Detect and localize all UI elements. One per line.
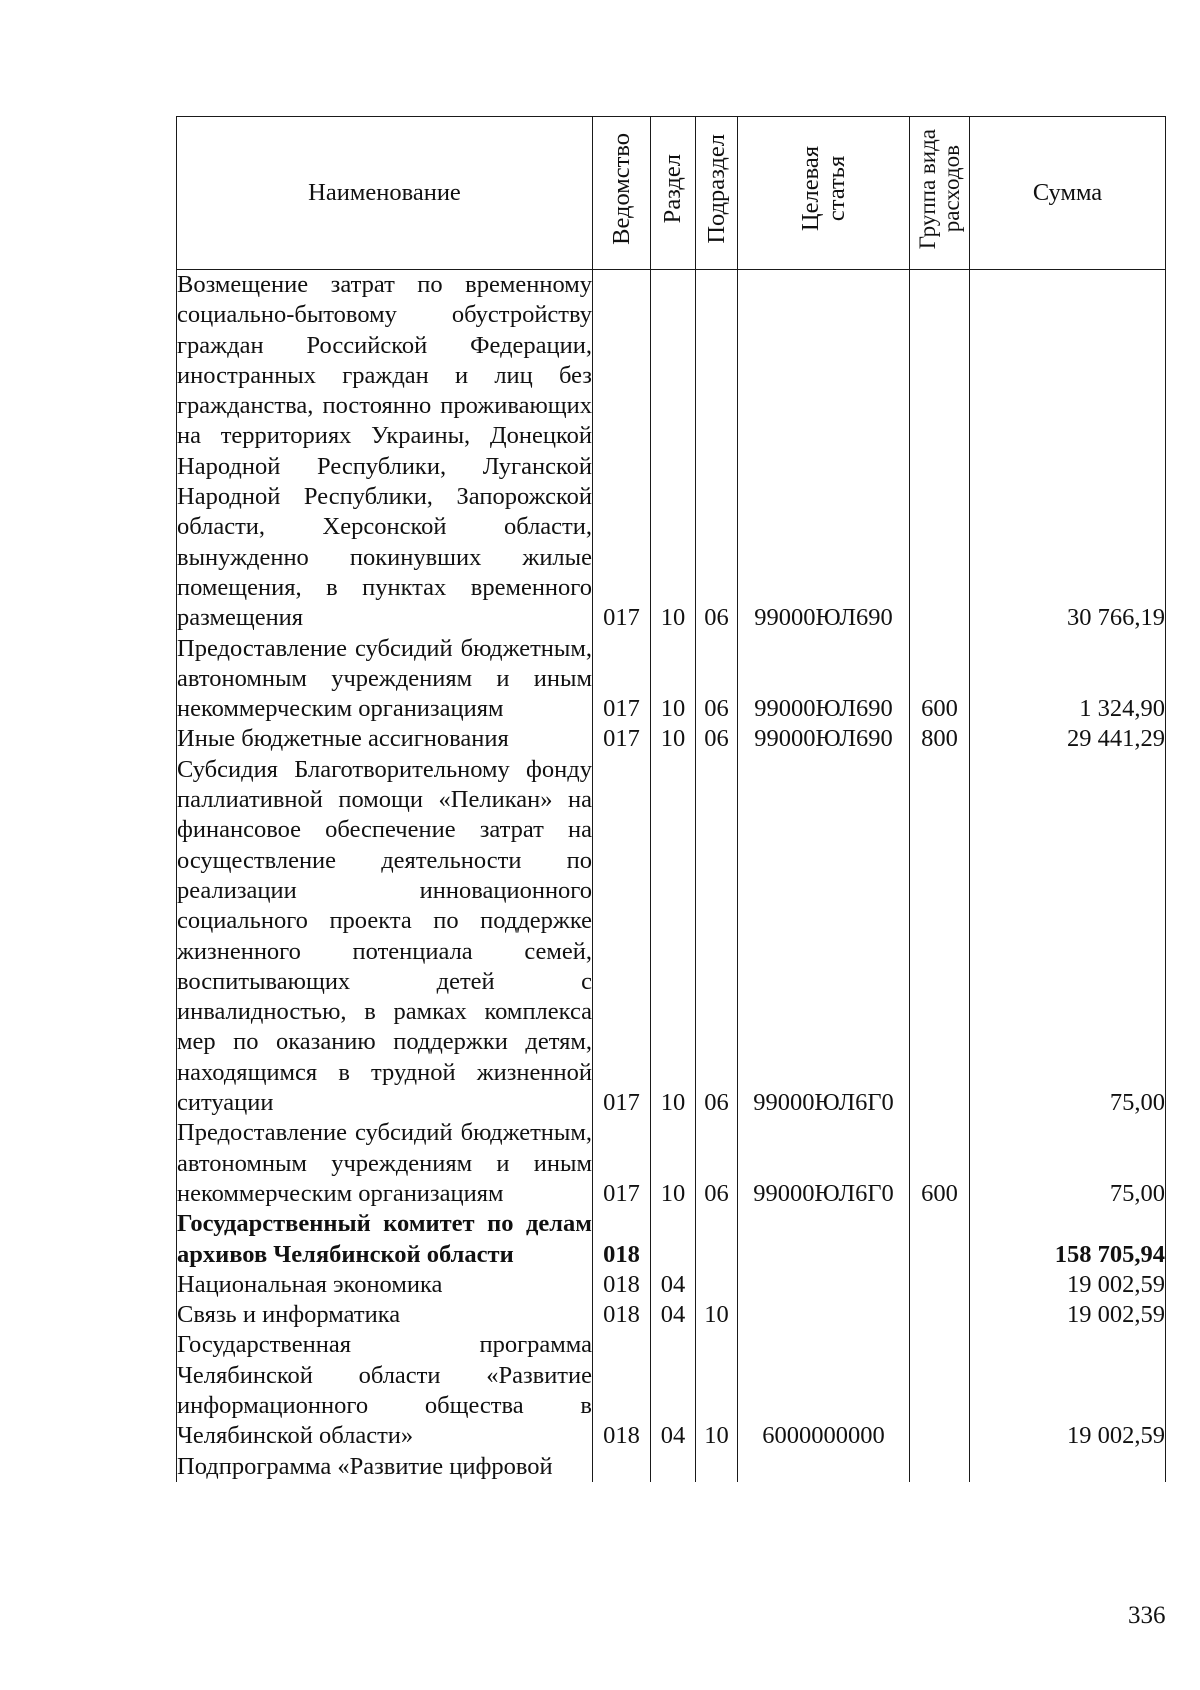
table-row bbox=[177, 1452, 1166, 1482]
row-vedomstvo bbox=[593, 1452, 651, 1482]
row-gruppa: 600 bbox=[910, 634, 970, 725]
row-podrazdel: 06 bbox=[696, 755, 738, 1119]
header-row bbox=[177, 117, 1166, 270]
header-vedomstvo: Ведомство bbox=[593, 117, 651, 270]
row-summa: 1 324,90 bbox=[970, 634, 1166, 725]
table-row bbox=[177, 1118, 1166, 1209]
header-name: Наименование bbox=[177, 117, 593, 270]
row-celevaya-statya: 99000ЮЛ690 bbox=[738, 634, 910, 725]
row-name: Государственный комитет по делам архивов Челябинской области bbox=[177, 1209, 593, 1270]
row-razdel: 10 bbox=[651, 755, 696, 1119]
row-podrazdel bbox=[696, 1209, 738, 1270]
row-podrazdel: 06 bbox=[696, 1118, 738, 1209]
row-name: Предоставление субсидий бюджетным, автономным учреждениям и иным некоммерческим организациям bbox=[177, 1118, 593, 1209]
row-gruppa bbox=[910, 1270, 970, 1300]
table-body bbox=[177, 270, 1166, 1482]
header-summa: Сумма bbox=[970, 117, 1166, 270]
row-summa: 19 002,59 bbox=[970, 1270, 1166, 1300]
table-row bbox=[177, 755, 1166, 1119]
row-celevaya-statya bbox=[738, 1452, 910, 1482]
row-name: Национальная экономика bbox=[177, 1270, 593, 1300]
row-razdel: 04 bbox=[651, 1300, 696, 1330]
row-celevaya-statya bbox=[738, 1300, 910, 1330]
row-name: Субсидия Благотворительному фонду паллиативной помощи «Пеликан» на финансовое обеспечение затрат на осуществление деятельности по реализации инновационного социального проекта по поддержке жизненного потенциала семей, воспитывающих детей с инвалидностью, в рамках комплекса мер по оказанию поддержки детям, находящимся в трудной жизненной ситуации bbox=[177, 755, 593, 1119]
row-vedomstvo: 017 bbox=[593, 724, 651, 754]
header-razdel: Раздел bbox=[651, 117, 696, 270]
row-vedomstvo: 018 bbox=[593, 1209, 651, 1270]
header-gruppa-vida-rashodov: Группа вида расходов bbox=[910, 117, 970, 270]
row-razdel: 04 bbox=[651, 1330, 696, 1451]
row-vedomstvo: 017 bbox=[593, 755, 651, 1119]
row-razdel: 10 bbox=[651, 270, 696, 634]
row-celevaya-statya bbox=[738, 1209, 910, 1270]
row-celevaya-statya: 99000ЮЛ6Г0 bbox=[738, 1118, 910, 1209]
row-razdel bbox=[651, 1452, 696, 1482]
row-gruppa bbox=[910, 1452, 970, 1482]
row-vedomstvo: 018 bbox=[593, 1330, 651, 1451]
row-name: Государственная программа Челябинской области «Развитие информационного общества в Челябинской области» bbox=[177, 1330, 593, 1451]
row-name: Подпрограмма «Развитие цифровой bbox=[177, 1452, 593, 1482]
row-summa: 30 766,19 bbox=[970, 270, 1166, 634]
row-podrazdel: 06 bbox=[696, 724, 738, 754]
row-name: Возмещение затрат по временному социально-бытовому обустройству граждан Российской Федерации, иностранных граждан и лиц без гражданства, постоянно проживающих на территориях Украины, Донецкой Народной Республики, Луганской Народной Республики, Запорожской области, Херсонской области, вынужденно покинувших жилые помещения, в пунктах временного размещения bbox=[177, 270, 593, 634]
row-vedomstvo: 018 bbox=[593, 1270, 651, 1300]
row-podrazdel: 06 bbox=[696, 634, 738, 725]
row-summa: 19 002,59 bbox=[970, 1330, 1166, 1451]
row-name: Иные бюджетные ассигнования bbox=[177, 724, 593, 754]
row-gruppa bbox=[910, 1330, 970, 1451]
row-summa: 75,00 bbox=[970, 1118, 1166, 1209]
row-vedomstvo: 017 bbox=[593, 270, 651, 634]
table-row bbox=[177, 724, 1166, 754]
row-summa: 158 705,94 bbox=[970, 1209, 1166, 1270]
row-gruppa bbox=[910, 1209, 970, 1270]
row-summa: 19 002,59 bbox=[970, 1300, 1166, 1330]
table-row bbox=[177, 270, 1166, 634]
row-vedomstvo: 017 bbox=[593, 1118, 651, 1209]
budget-table bbox=[176, 116, 1166, 1482]
table-row bbox=[177, 1209, 1166, 1270]
page-number: 336 bbox=[1128, 1602, 1166, 1629]
header-celevaya-statya: Целевая статья bbox=[738, 117, 910, 270]
row-gruppa bbox=[910, 1300, 970, 1330]
row-podrazdel bbox=[696, 1270, 738, 1300]
row-razdel: 10 bbox=[651, 634, 696, 725]
row-gruppa bbox=[910, 755, 970, 1119]
row-razdel: 04 bbox=[651, 1270, 696, 1300]
row-name: Связь и информатика bbox=[177, 1300, 593, 1330]
row-celevaya-statya: 99000ЮЛ6Г0 bbox=[738, 755, 910, 1119]
row-podrazdel bbox=[696, 1452, 738, 1482]
row-razdel: 10 bbox=[651, 724, 696, 754]
row-podrazdel: 10 bbox=[696, 1300, 738, 1330]
row-celevaya-statya: 99000ЮЛ690 bbox=[738, 724, 910, 754]
table-row bbox=[177, 1270, 1166, 1300]
row-gruppa bbox=[910, 270, 970, 634]
table-row bbox=[177, 634, 1166, 725]
table-row bbox=[177, 1300, 1166, 1330]
row-razdel: 10 bbox=[651, 1118, 696, 1209]
row-summa: 29 441,29 bbox=[970, 724, 1166, 754]
row-podrazdel: 10 bbox=[696, 1330, 738, 1451]
row-podrazdel: 06 bbox=[696, 270, 738, 634]
row-vedomstvo: 017 bbox=[593, 634, 651, 725]
table-header bbox=[177, 117, 1166, 270]
row-celevaya-statya bbox=[738, 1270, 910, 1300]
table-row bbox=[177, 1330, 1166, 1451]
header-podrazdel: Подраздел bbox=[696, 117, 738, 270]
row-summa: 75,00 bbox=[970, 755, 1166, 1119]
row-razdel bbox=[651, 1209, 696, 1270]
row-gruppa: 800 bbox=[910, 724, 970, 754]
row-celevaya-statya: 99000ЮЛ690 bbox=[738, 270, 910, 634]
row-summa bbox=[970, 1452, 1166, 1482]
row-celevaya-statya: 6000000000 bbox=[738, 1330, 910, 1451]
row-vedomstvo: 018 bbox=[593, 1300, 651, 1330]
row-name: Предоставление субсидий бюджетным, автономным учреждениям и иным некоммерческим организациям bbox=[177, 634, 593, 725]
row-gruppa: 600 bbox=[910, 1118, 970, 1209]
